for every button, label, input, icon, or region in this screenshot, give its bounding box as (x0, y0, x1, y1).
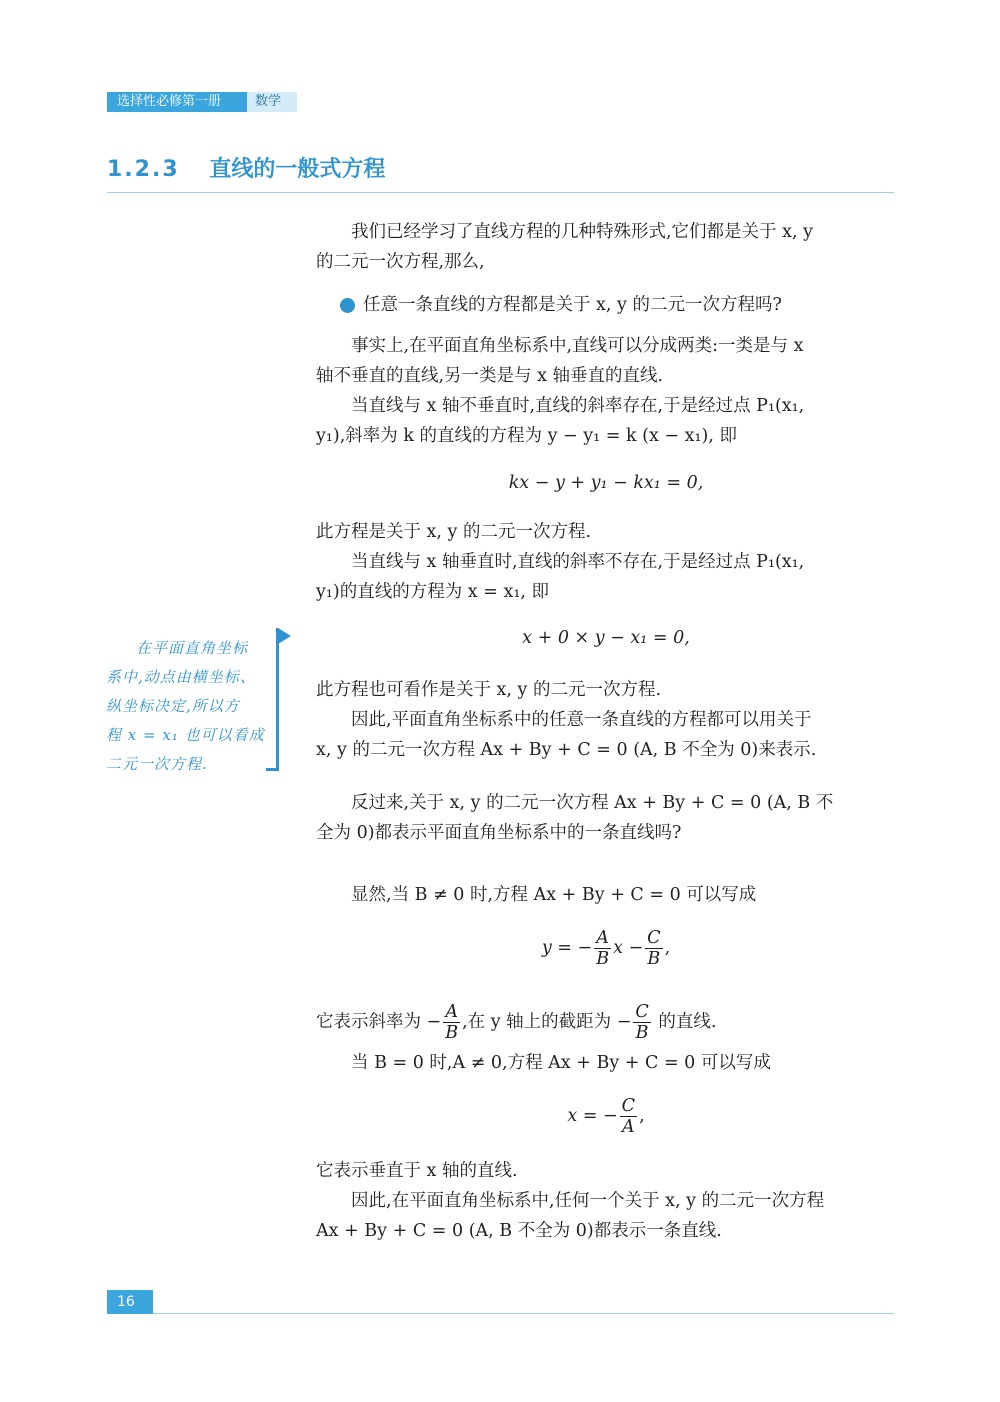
text-line: 的二元一次方程,那么, (316, 252, 485, 272)
text-line: 此方程也可看作是关于 x, y 的二元一次方程. (316, 680, 662, 700)
footer-divider (153, 1313, 894, 1314)
flag-icon (278, 628, 291, 644)
text-line: 全为 0)都表示平面直角坐标系中的一条直线吗? (316, 823, 682, 843)
text-line: 此方程是关于 x, y 的二元一次方程. (316, 522, 592, 542)
text-line: 因此,平面直角坐标系中的任意一条直线的方程都可以用关于 (351, 710, 812, 730)
paragraph-case-b-nonzero (316, 880, 896, 910)
eq4-lhs: x = − (567, 1106, 618, 1126)
eq3-mid: x − (613, 938, 644, 958)
page-number: 16 (107, 1290, 153, 1314)
paragraph-converse (316, 788, 896, 848)
margin-note-bracket-foot (266, 768, 279, 771)
running-header (107, 92, 297, 112)
question-text: 任意一条直线的方程都是关于 x, y 的二元一次方程吗? (363, 295, 782, 315)
subject-label: 数学 (247, 92, 297, 112)
text-line: y₁)的直线的方程为 x = x₁, 即 (316, 582, 549, 602)
guiding-question (316, 290, 896, 320)
text-line: 因此,在平面直角坐标系中,任何一个关于 x, y 的二元一次方程 (351, 1191, 825, 1211)
eq3-lhs: y = − (541, 938, 593, 958)
fraction-c-over-b: $\frac{C}{B}$ (647, 928, 661, 969)
paragraph-case-vertical (316, 517, 896, 607)
equation-4: x = − $\frac{C}{A}$ , (567, 1096, 645, 1137)
text-line: 当 B = 0 时,A ≠ 0,方程 Ax + By + C = 0 可以写成 (351, 1053, 771, 1073)
note-line: 纵坐标决定,所以方 (106, 697, 240, 715)
fraction-a-over-b: $\frac{A}{B}$ (596, 928, 610, 969)
text-line: 当直线与 x 轴垂直时,直线的斜率不存在,于是经过点 P₁(x₁, (351, 552, 805, 572)
fraction-c-over-a: $\frac{C}{A}$ (621, 1096, 636, 1137)
book-title: 选择性必修第一册 (107, 92, 247, 112)
equation-1: kx − y + y₁ − kx₁ = 0, (508, 473, 704, 493)
equation-3: y = − $\frac{A}{B}$ x − $\frac{C}{B}$ , (541, 928, 671, 969)
fraction-a-over-b-inline: $\frac{A}{B}$ (445, 1002, 459, 1043)
paragraph-case-b-zero (316, 1048, 896, 1078)
margin-note-bracket (276, 628, 279, 771)
text-line: 当直线与 x 轴不垂直时,直线的斜率存在,于是经过点 P₁(x₁, (351, 396, 805, 416)
note-line: 在平面直角坐标 (136, 639, 249, 657)
text-line: 它表示垂直于 x 轴的直线. (316, 1161, 518, 1181)
section-divider (107, 192, 894, 193)
note-line: 系中,动点由横坐标、 (106, 668, 256, 686)
section-number: 1.2.3 (107, 157, 180, 182)
paragraph-conclusion (316, 675, 896, 765)
section-heading (107, 152, 385, 188)
text-line: 显然,当 B ≠ 0 时,方程 Ax + By + C = 0 可以写成 (351, 885, 757, 905)
text-line: x, y 的二元一次方程 Ax + By + C = 0 (A, B 不全为 0)来表示. (316, 740, 817, 760)
section-title: 直线的一般式方程 (209, 157, 386, 182)
note-line: 二元一次方程. (106, 755, 208, 773)
paragraph-final (316, 1156, 896, 1246)
bullet-dot-icon (340, 298, 355, 313)
text-line: 事实上,在平面直角坐标系中,直线可以分成两类:一类是与 x (351, 336, 804, 356)
text-line: 轴不垂直的直线,另一类是与 x 轴垂直的直线. (316, 366, 664, 386)
paragraph-slope-intercept: 它表示斜率为 − $\frac{A}{B}$ ,在 y 轴上的截距为 − $\frac{C}{B}$ 的直线. (316, 1002, 717, 1043)
text-line: y₁),斜率为 k 的直线的方程为 y − y₁ = k (x − x₁), 即 (316, 426, 737, 446)
margin-note (106, 634, 272, 779)
equation-2: x + 0 × y − x₁ = 0, (522, 628, 690, 648)
fraction-c-over-b-inline: $\frac{C}{B}$ (635, 1002, 649, 1043)
paragraph-classification (316, 331, 896, 451)
text-line: 我们已经学习了直线方程的几种特殊形式,它们都是关于 x, y (351, 222, 814, 242)
paragraph-intro (316, 217, 896, 277)
text-line: 反过来,关于 x, y 的二元一次方程 Ax + By + C = 0 (A, B 不 (351, 793, 834, 813)
note-line: 程 x = x₁ 也可以看成 (106, 726, 265, 744)
text-line: Ax + By + C = 0 (A, B 不全为 0)都表示一条直线. (316, 1221, 722, 1241)
